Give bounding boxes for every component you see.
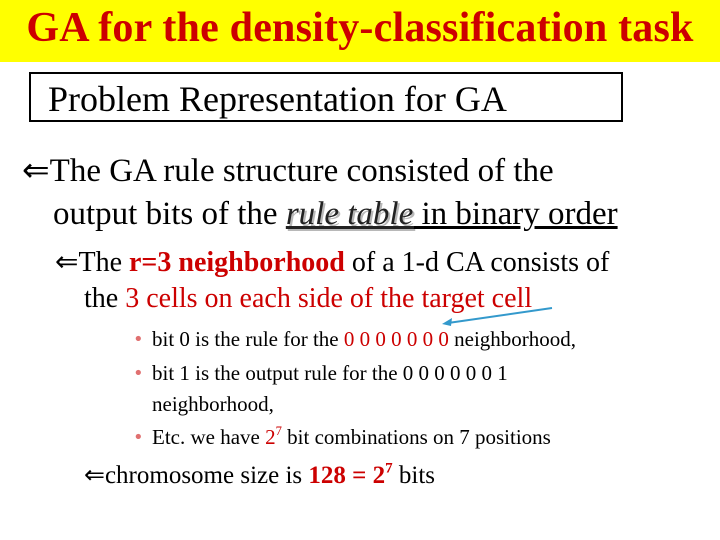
arrow-bullet-icon: ⇐ [22,150,50,189]
r3-neighborhood-term: r=3 neighborhood [129,247,345,278]
sub-bullet-2-line-2: neighborhood, [152,392,274,416]
arrow-bullet-icon: ⇐ [55,245,79,278]
bullet-2-line-2: the 3 cells on each side of the target cell [84,283,533,314]
dot-bullet-icon: • [133,329,144,350]
title-bar [0,0,720,62]
three-cells-text: 3 cells on each side of the target cell [125,283,533,314]
dot-bullet-icon: • [133,363,144,384]
zero-neighborhood: 0 0 0 0 0 0 0 [343,327,449,351]
bullet-2-line-1: ⇐The r=3 neighborhood of a 1-d CA consists of [55,245,610,278]
subtitle-box [29,72,623,122]
slide-title: GA for the density-classification task [26,5,694,51]
pointer-arrow [420,300,560,330]
sub-bullet-3: Etc. we have $2^7$ bit combinations on 7 positions [152,424,551,449]
arrow-bullet-icon: ⇐ [84,460,105,489]
binary-order-text: in binary order [413,196,618,232]
slide-subtitle: Problem Representation for GA [48,79,507,119]
sub-bullet-2-line-1: bit 1 is the output rule for the 0 0 0 0 0 0 1 [152,361,508,385]
bullet-1-line-1: ⇐The GA rule structure consisted of the [22,150,554,189]
dot-bullet-icon: • [133,427,144,448]
rule-table-term: rule table [285,196,414,232]
chromosome-size-value: $128 = 2^7$ [308,460,393,489]
power-expression: $2^7$ [265,424,282,449]
bullet-3: ⇐chromosome size is $128 = 2^7$ bits [84,460,436,489]
bullet-1-line-2: output bits of the rule table in binary order [53,196,618,232]
sub-bullet-1: bit 0 is the rule for the 0 0 0 0 0 0 0 neighborhood, [152,327,577,351]
